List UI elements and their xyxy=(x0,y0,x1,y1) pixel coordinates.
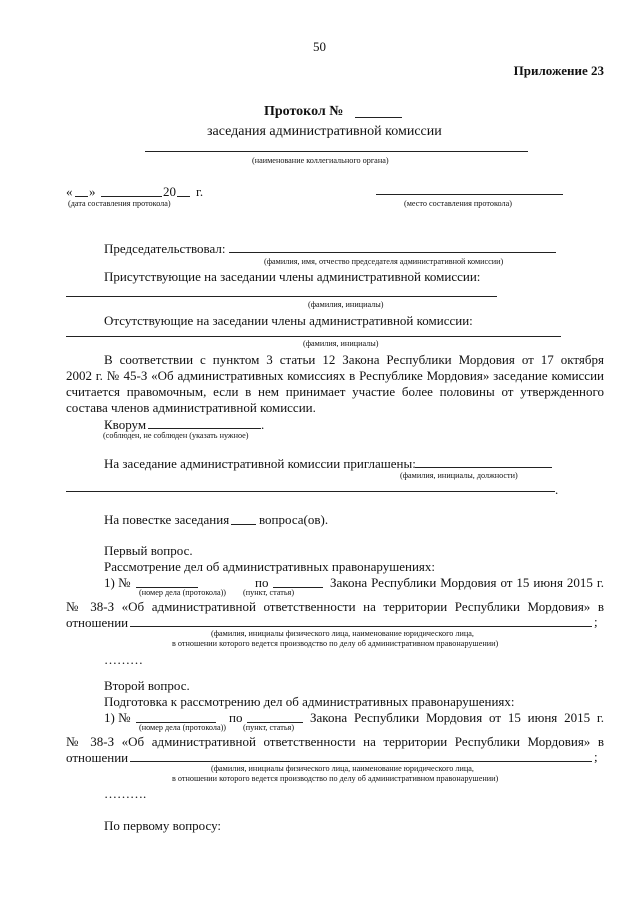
law-reference: Закона Республики Мордовия от 15 июня 2015 г. xyxy=(310,710,604,725)
date-caption: (дата составления протокола) xyxy=(68,199,171,208)
question-subtitle: Рассмотрение дел об административных правонарушениях: xyxy=(104,559,435,574)
regarding-label: отношении xyxy=(66,750,129,765)
invited-end: . xyxy=(555,482,559,497)
regarding-label: отношении xyxy=(66,615,129,630)
appendix-label: Приложение 23 xyxy=(513,63,604,78)
day-blank xyxy=(75,196,88,197)
month-blank xyxy=(101,196,162,197)
case-item-number: 1) № xyxy=(104,710,131,725)
case-item-number: 1) № xyxy=(104,575,131,590)
person-caption-2: в отношении которого ведется производство по делу об административном правонарушении) xyxy=(172,639,499,648)
article-caption: (пункт, статья) xyxy=(243,723,295,732)
protocol-title: Протокол № xyxy=(264,104,344,119)
person-line-end: ; xyxy=(594,614,598,629)
quorum-end: . xyxy=(261,417,265,432)
person-caption-2: в отношении которого ведется производство по делу об административном правонарушении) xyxy=(172,774,499,783)
body-name-line xyxy=(145,151,528,152)
protocol-number-blank xyxy=(355,117,402,118)
absent-line xyxy=(66,336,561,337)
chair-label: Председательствовал: xyxy=(104,241,226,256)
agenda-prefix: На повестке заседания xyxy=(104,512,230,527)
legal-paragraph-line: считается правомочным, если в нем принимает участие более половины от утвержденного xyxy=(66,384,604,399)
present-label: Присутствующие на заседании члены административной комиссии: xyxy=(104,269,481,284)
person-line xyxy=(130,626,592,627)
legal-paragraph-line: 2002 г. № 45-З «Об административных комиссиях в Республике Мордовия» заседание комиссии xyxy=(66,368,604,383)
question-title: Второй вопрос. xyxy=(104,678,190,693)
agenda-count-blank xyxy=(231,524,256,525)
body-name-caption: (наименование коллегиального органа) xyxy=(252,156,389,165)
question-title: Первый вопрос. xyxy=(104,543,193,558)
person-caption-1: (фамилия, инициалы физического лица, наименование юридического лица, xyxy=(211,629,474,638)
invited-label: На заседание административной комиссии приглашены: xyxy=(104,456,416,471)
quorum-caption: (соблюден, не соблюден (указать нужное) xyxy=(103,431,249,440)
year-prefix: 20 xyxy=(163,184,176,199)
protocol-subtitle: заседания административной комиссии xyxy=(207,124,442,139)
invited-line-1 xyxy=(415,467,552,468)
case-po: по xyxy=(255,575,269,590)
place-caption: (место составления протокола) xyxy=(404,199,512,208)
present-line xyxy=(66,296,497,297)
first-question-heading: По первому вопросу: xyxy=(104,818,222,833)
law-name-line: № 38-З «Об административной ответственности на территории Республики Мордовия» в xyxy=(66,599,604,614)
place-line xyxy=(376,194,563,195)
case-po: по xyxy=(229,710,243,725)
person-line-end: ; xyxy=(594,749,598,764)
absent-label: Отсутствующие на заседании члены административной комиссии: xyxy=(104,313,473,328)
person-line xyxy=(130,761,592,762)
ellipsis: ……… xyxy=(104,652,143,667)
chair-caption: (фамилия, имя, отчество председателя административной комиссии) xyxy=(264,257,504,266)
page-number: 50 xyxy=(313,39,326,54)
quorum-line xyxy=(148,428,261,429)
invited-line-2 xyxy=(66,491,555,492)
chair-line xyxy=(229,252,556,253)
year-suffix: г. xyxy=(196,184,204,199)
legal-paragraph-line: состава членов административной комиссии. xyxy=(66,400,316,415)
law-name-line: № 38-З «Об административной ответственности на территории Республики Мордовия» в xyxy=(66,734,604,749)
person-caption-1: (фамилия, инициалы физического лица, наименование юридического лица, xyxy=(211,764,474,773)
case-number-caption: (номер дела (протокола)) xyxy=(139,723,227,732)
agenda-suffix: вопроса(ов). xyxy=(259,512,329,527)
invited-caption: (фамилия, инициалы, должности) xyxy=(400,471,518,480)
question-subtitle: Подготовка к рассмотрению дел об административных правонарушениях: xyxy=(104,694,515,709)
date-close-quote: » xyxy=(89,184,96,199)
law-reference: Закона Республики Мордовия от 15 июня 2015 г. xyxy=(330,575,604,590)
absent-caption: (фамилия, инициалы) xyxy=(303,339,379,348)
case-number-caption: (номер дела (протокола)) xyxy=(139,588,227,597)
article-caption: (пункт, статья) xyxy=(243,588,295,597)
year-blank xyxy=(177,196,190,197)
quorum-label: Кворум xyxy=(104,417,147,432)
ellipsis: ………. xyxy=(104,786,147,801)
date-open-quote: « xyxy=(66,184,73,199)
present-caption: (фамилия, инициалы) xyxy=(308,300,384,309)
legal-paragraph-line: В соответствии с пунктом 3 статьи 12 Закона Республики Мордовия от 17 октября xyxy=(104,352,604,367)
